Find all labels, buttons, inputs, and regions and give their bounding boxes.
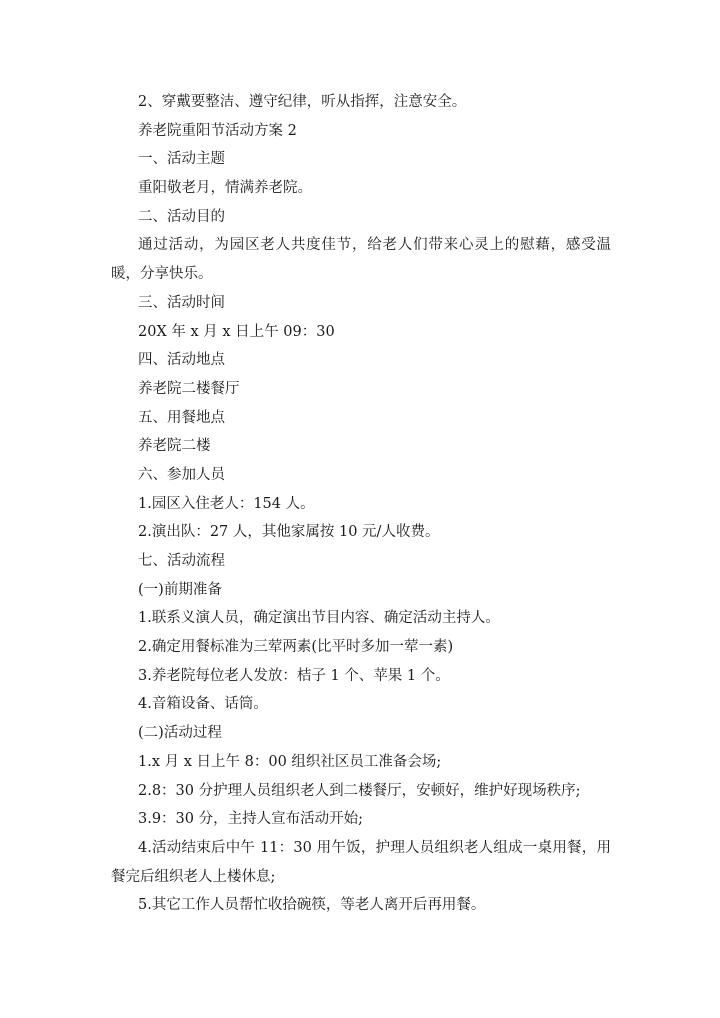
- heading-process: 七、活动流程: [138, 553, 225, 570]
- text-line: 1.x 月 x 日上午 8：00 组织社区员工准备会场;: [138, 753, 442, 770]
- text-line: 重阳敬老月，情满养老院。: [138, 180, 312, 197]
- heading-time: 三、活动时间: [138, 294, 225, 311]
- heading-purpose: 二、活动目的: [138, 208, 225, 225]
- heading-participants: 六、参加人员: [138, 466, 225, 483]
- heading-theme: 一、活动主题: [138, 151, 225, 168]
- text-line: 养老院二楼餐厅: [138, 380, 240, 397]
- text-line: 20X 年 x 月 x 日上午 09：30: [138, 323, 335, 340]
- section-title: 养老院重阳节活动方案 2: [138, 122, 297, 139]
- purpose-paragraph: 通过活动，为园区老人共度佳节，给老人们带来心灵上的慰藉，感受温暖，分享快乐。: [111, 237, 611, 283]
- text-line: 1.联系义演人员，确定演出节目内容、确定活动主持人。: [138, 610, 500, 627]
- subheading-preparation: (一)前期准备: [138, 581, 222, 598]
- text-line: 养老院二楼: [138, 438, 211, 455]
- text-line: 5.其它工作人员帮忙收拾碗筷，等老人离开后再用餐。: [138, 897, 486, 914]
- heading-location: 四、活动地点: [138, 352, 225, 369]
- text-line: 4.音箱设备、话筒。: [138, 696, 268, 713]
- subheading-activity: (二)活动过程: [138, 725, 222, 742]
- text-line: 3.养老院每位老人发放：桔子 1 个、苹果 1 个。: [138, 667, 450, 684]
- heading-dining: 五、用餐地点: [138, 409, 225, 426]
- document-body: [111, 88, 611, 920]
- text-line: 3.9：30 分，主持人宣布活动开始;: [138, 811, 364, 828]
- text-line: 2、穿戴要整洁、遵守纪律，听从指挥，注意安全。: [138, 94, 467, 110]
- text-line: 1.园区入住老人：154 人。: [138, 495, 315, 512]
- text-line: 2.确定用餐标准为三荤两素(比平时多加一荤一素): [138, 639, 454, 656]
- lunch-paragraph: 4.活动结束后中午 11：30 用午饭，护理人员组织老人组成一桌用餐，用餐完后组织老人上楼休息;: [111, 839, 611, 885]
- text-line: 2.演出队：27 人，其他家属按 10 元/人收费。: [138, 524, 440, 541]
- text-line: 2.8：30 分护理人员组织老人到二楼餐厅，安顿好，维护好现场秩序;: [138, 782, 581, 799]
